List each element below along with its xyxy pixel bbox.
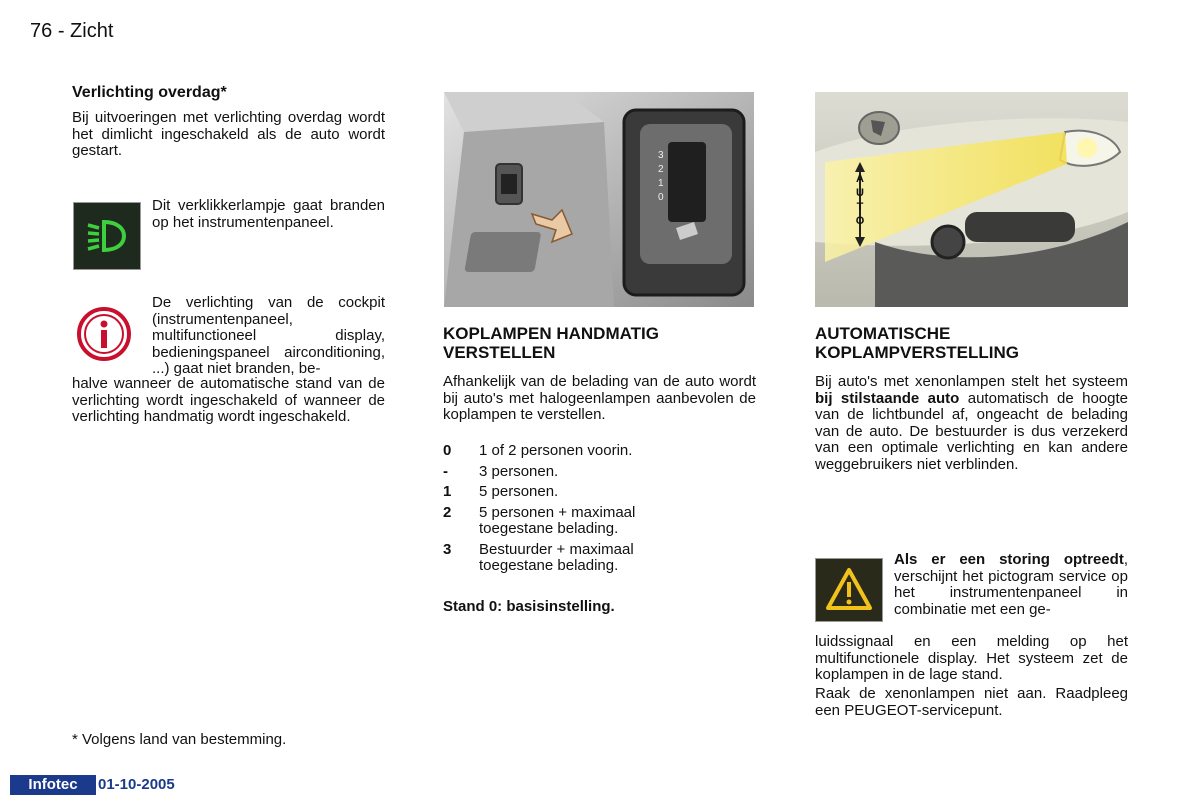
list-text: 3 personen. xyxy=(479,462,559,480)
info-text-top: De verlichting van de cockpit (instrumentenpaneel, multifunctioneel display, bedieningspaneel airconditioning, ...) gaat niet branden, be- xyxy=(152,294,385,377)
list-text: Bestuurder + maximaal toegestane belading. xyxy=(479,540,634,574)
list-key: - xyxy=(443,462,448,480)
svg-text:2: 2 xyxy=(658,164,664,175)
auto-title-line1: AUTOMATISCHE xyxy=(815,324,951,343)
daytime-intro: Bij uitvoeringen met verlichting overdag wordt het dimlicht ingeschakeld als de auto wordt gestart. xyxy=(72,109,385,159)
list-item xyxy=(443,542,756,575)
footnote: * Volgens land van bestemming. xyxy=(72,731,287,748)
section-title: - Zicht xyxy=(57,20,114,42)
manual-title xyxy=(443,324,659,362)
dashboard-switch-photo xyxy=(444,92,754,307)
info-text-bottom: halve wanneer de automatische stand van de verlichting wordt ingeschakeld of wanneer de verlichting handmatig wordt ingeschakeld. xyxy=(72,375,385,425)
page-header xyxy=(30,20,113,43)
list-item xyxy=(443,443,756,460)
svg-text:1: 1 xyxy=(658,178,664,189)
load-list xyxy=(443,443,756,579)
warning-icon xyxy=(815,558,883,622)
basis-setting: Stand 0: basisinstelling. xyxy=(443,598,615,615)
infotec-logo: Infotec xyxy=(10,775,96,795)
car-headlight-photo xyxy=(815,92,1128,307)
list-key: 3 xyxy=(443,540,452,558)
auto-title xyxy=(815,324,1019,362)
headlight-indicator-icon xyxy=(73,202,141,270)
warning-text-bottom: luidssignaal en een melding op het multifunctionele display. Het systeem zet de koplampen in de lage stand. xyxy=(815,633,1128,683)
manual-title-line2: VERSTELLEN xyxy=(443,343,556,362)
footer-date: 01-10-2005 xyxy=(98,776,175,793)
list-text: 5 personen + maximaal toegestane belading. xyxy=(479,503,636,537)
warning-rest: , verschijnt het pictogram service op het instrumentenpaneel in combinatie met een ge- xyxy=(894,551,1128,618)
svg-text:3: 3 xyxy=(658,150,664,161)
auto-photo-label: AUTO xyxy=(855,173,865,227)
auto-text-bold: bij stilstaande auto xyxy=(815,389,960,407)
warning-bold: Als er een storing optreedt xyxy=(894,551,1124,568)
list-item xyxy=(443,464,756,481)
list-item xyxy=(443,484,756,501)
warning-text-top xyxy=(894,552,1128,618)
list-item xyxy=(443,505,756,538)
list-text: 5 personen. xyxy=(479,483,559,500)
list-text: 1 of 2 personen voorin. xyxy=(479,442,633,459)
xenon-advice: Raak de xenonlampen niet aan. Raadpleeg een PEUGEOT-servicepunt. xyxy=(815,685,1128,719)
manual-intro: Afhankelijk van de belading van de auto wordt bij auto's met halogeenlampen aanbevolen de koplampen te verstellen. xyxy=(443,373,756,423)
auto-text xyxy=(815,374,1128,473)
page-number: 76 xyxy=(30,20,53,42)
info-icon xyxy=(76,306,132,362)
auto-title-line2: KOPLAMPVERSTELLING xyxy=(815,343,1020,362)
auto-text-pre: Bij auto's met xenonlampen stelt het systeem xyxy=(815,373,1128,390)
auto-text-post: automatisch de hoogte van de lichtbundel af, ongeacht de belading van de auto. De bestuurder is dus verzekerd van een optimale verlichting en kan andere weggebruikers niet verblinden. xyxy=(815,389,1128,473)
svg-text:0: 0 xyxy=(658,192,664,203)
list-key: 2 xyxy=(443,503,452,521)
indicator-text: Dit verklikkerlampje gaat branden op het instrumentenpaneel. xyxy=(152,197,385,231)
list-key: 1 xyxy=(443,483,452,500)
daytime-title: Verlichting overdag* xyxy=(72,84,227,101)
manual-title-line1: KOPLAMPEN HANDMATIG xyxy=(443,324,659,343)
list-key: 0 xyxy=(443,442,452,459)
